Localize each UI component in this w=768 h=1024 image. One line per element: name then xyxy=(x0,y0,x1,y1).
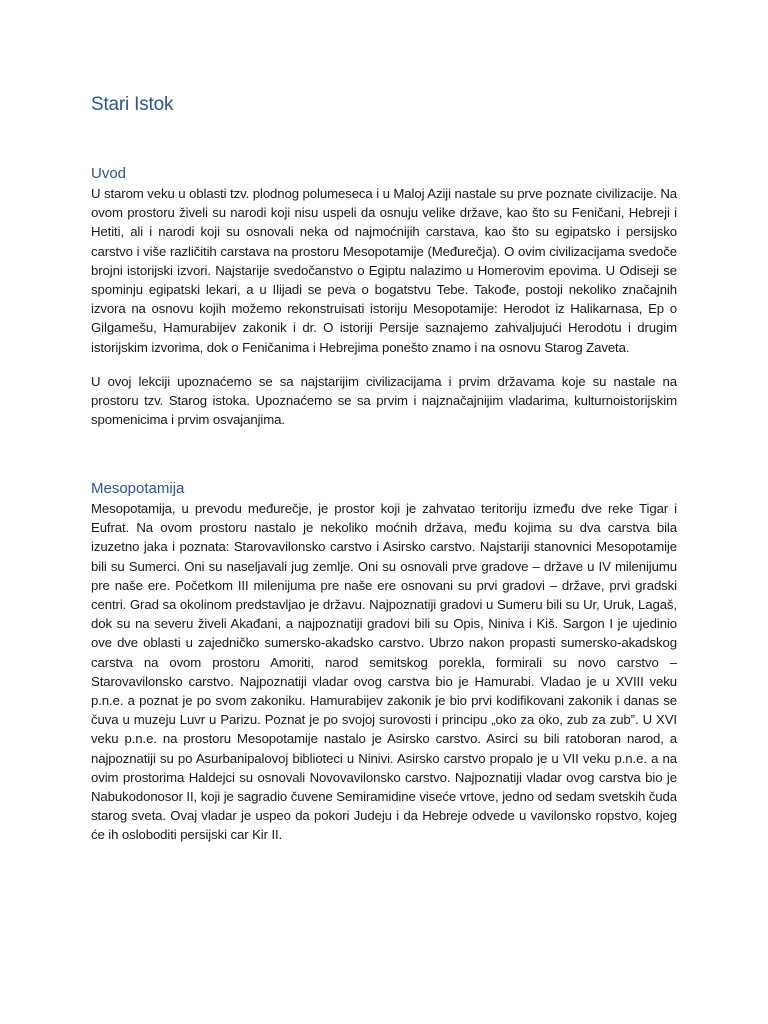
paragraph: Mesopotamija, u prevodu međurečje, je prostor koji je zahvatao teritoriju između dve reke Tigar i Eufrat. Na ovom prostoru nastalo je nekoliko moćnih država, među kojima su dva carstva bila izuzetno jaka i poznata: Starovavilonsko carstvo i Asirsko carstvo. Najstariji stanovnici Mesopotamije bili su Sumerci. Oni su naseljavali jug zemlje. Oni su osnovali prve gradove – države u IV milenijumu pre naše ere. Početkom III milenijuma pre naše ere osnovani su prvi gradovi – države, prvi gradski centri. Grad sa okolinom predstavljao je državu. Najpoznatiji gradovi u Sumeru bili su Ur, Uruk, Lagaš, dok su na severu živeli Akađani, a najpoznatiji gradovi bili su Opis, Niniva i Kiš. Sargon I je ujedinio ove dve oblasti u zajedničko sumersko-akadsko carstvo. Ubrzo nakon propasti sumersko-akadskog carstva na ovom prostoru Amoriti, narod semitskog porekla, formirali su novo carstvo – Starovavilonsko carstvo. Najpoznatiji vladar ovog carstva bio je Hamurabi. Vladao je u XVIII veku p.n.e. a poznat je po svom zakoniku. Hamurabijev zakonik je bio prvi kodifikovani zakonik i danas se čuva u muzeju Luvr u Parizu. Poznat je po svojoj surovosti i principu „oko za oko, zub za zub”. U XVI veku p.n.e. na prostoru Mesopotamije nastalo je Asirsko carstvo. Asirci su bili ratoboran narod, a najpoznatiji su po Asurbanipalovoj biblioteci u Ninivi. Asirsko carstvo propalo je u VII veku p.n.e. a na ovim prostorima Haldejci su osnovali Novovavilonsko carstvo. Najpoznatiji vladar ovog carstva bio je Nabukodonosor II, koji je sagradio čuvene Semiramidine viseće vrtove, jedno od sedam svetskih čuda starog sveta. Ovaj vladar je uspeo da pokori Judeju i da Hebreje odvede u vavilonsko ropstvo, kojeg će ih osloboditi persijski car Kir II. xyxy=(91,501,677,843)
paragraph: U ovoj lekciji upoznaćemo se sa najstarijim civilizacijama i prvim državama koje su nastale na prostoru tzv. Starog istoka. Upoznaćemo se sa prvim i najznačajnijim vladarima, kulturnoistorijskim spomenicima i prvim osvajanjima. xyxy=(91,373,677,428)
section-heading-uvod: Uvod xyxy=(91,165,127,182)
section-mesopotamija xyxy=(91,479,677,845)
document-title: Stari Istok xyxy=(91,94,174,115)
section-heading-mesopotamija: Mesopotamija xyxy=(91,480,185,497)
section-uvod xyxy=(91,164,677,429)
paragraph: U starom veku u oblasti tzv. plodnog polumeseca i u Maloj Aziji nastale su prve poznate civilizacije. Na ovom prostoru živeli su narodi koji nisu uspeli da osnuju velike države, kao što su Feničani, Hebreji i Hetiti, ali i narodi koji su osnovali neka od najmoćnijih carstava, kao što su egipatsko i persijsko carstvo i više različitih carstava na prostoru Mesopotamije (Međurečja). O ovim civilizacijama svedoče brojni istorijski izvori. Najstarije svedočanstvo o Egiptu nalazimo u Homerovim epovima. U Odiseji se spominju egipatski lekari, a u Ilijadi se peva o bogatstvu Tebe. Takođe, postoji nekoliko značajnih izvora na osnovu kojih možemo rekonstruisati istoriju Mesopotamije: Herodot iz Halikarnasa, Ep o Gilgamešu, Hamurabijev zakonik i dr. O istoriji Persije saznajemo zahvaljujući Herodotu i drugim istorijskim izvorima, dok o Feničanima i Hebrejima ponešto znamo i na osnovu Starog Zaveta. xyxy=(91,186,678,355)
